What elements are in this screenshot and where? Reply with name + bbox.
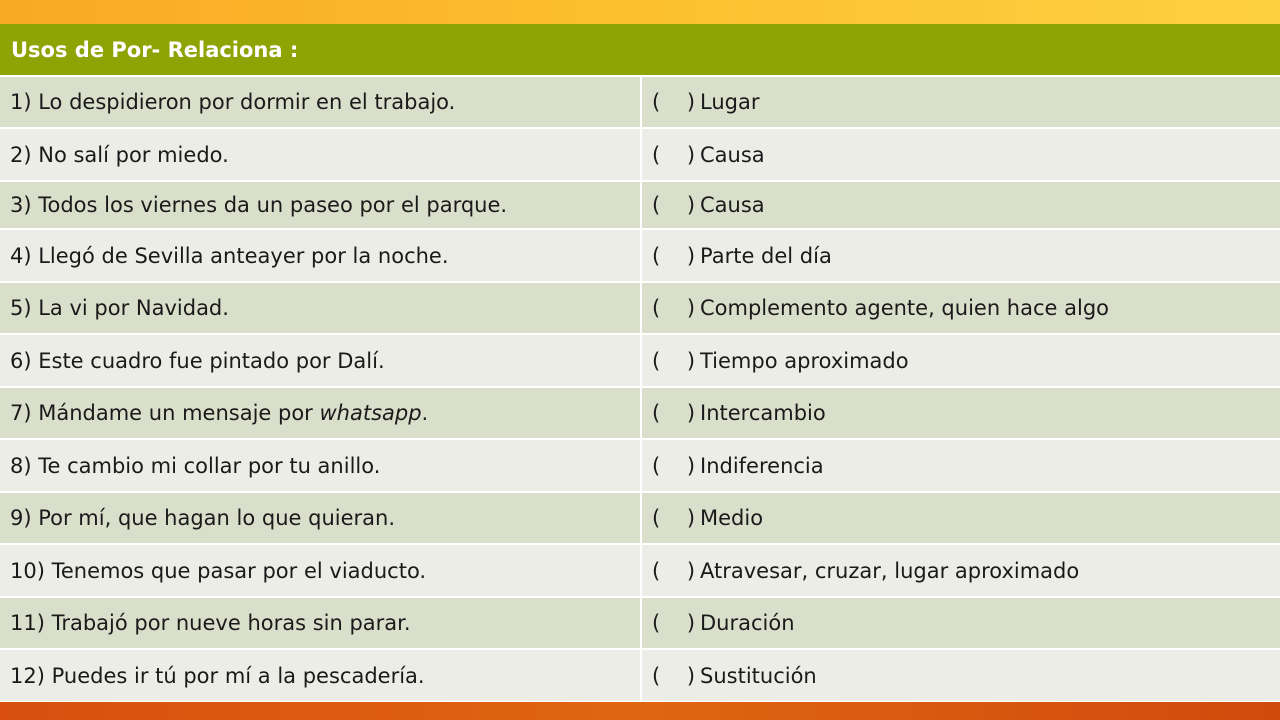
sentence-cell: 4) Llegó de Sevilla anteayer por la noche.: [0, 229, 641, 282]
top-decorative-band: [0, 0, 1280, 24]
table-row: [0, 229, 1280, 282]
bottom-decorative-band: [0, 702, 1280, 720]
table-row: [0, 544, 1280, 597]
table-row: [0, 649, 1280, 702]
table-row: [0, 181, 1280, 229]
sentence-italic-word: whatsapp: [319, 401, 422, 425]
option-label: Parte del día: [700, 243, 832, 268]
sentence-cell: 11) Trabajó por nueve horas sin parar.: [0, 597, 641, 649]
sentence-cell: 9) Por mí, que hagan lo que quieran.: [0, 492, 641, 544]
option-cell: [641, 128, 1280, 181]
option-label: Tiempo aproximado: [700, 348, 909, 373]
answer-blank[interactable]: ( ): [652, 90, 696, 114]
table-row: [0, 597, 1280, 649]
table-row: [0, 76, 1280, 128]
answer-blank[interactable]: ( ): [652, 296, 696, 320]
option-label: Indiferencia: [700, 453, 824, 478]
option-label: Causa: [700, 193, 765, 217]
sentence-cell: 3) Todos los viernes da un paseo por el parque.: [0, 181, 641, 229]
option-label: Complemento agente, quien hace algo: [700, 296, 1110, 320]
sentence-cell: [0, 387, 641, 439]
option-cell: [641, 439, 1280, 492]
option-label: Sustitución: [700, 663, 817, 688]
sentence-text-end: .: [421, 401, 429, 425]
option-label: Causa: [700, 142, 765, 167]
table-header-row: [0, 24, 1280, 76]
option-cell: [641, 492, 1280, 544]
sentence-cell: 12) Puedes ir tú por mí a la pescadería.: [0, 649, 641, 702]
answer-blank[interactable]: ( ): [652, 348, 696, 373]
table-row: [0, 334, 1280, 387]
option-label: Lugar: [700, 90, 760, 114]
answer-blank[interactable]: ( ): [652, 142, 696, 167]
sentence-cell: 5) La vi por Navidad.: [0, 282, 641, 334]
answer-blank[interactable]: ( ): [652, 611, 696, 635]
table-row: [0, 492, 1280, 544]
option-label: Medio: [700, 506, 764, 530]
table-row: [0, 282, 1280, 334]
option-cell: [641, 334, 1280, 387]
table-title: Usos de Por- Relaciona :: [11, 37, 299, 62]
table-row: [0, 439, 1280, 492]
sentence-text: 7) Mándame un mensaje por: [10, 401, 320, 425]
sentence-cell: 6) Este cuadro fue pintado por Dalí.: [0, 334, 641, 387]
matching-table: [0, 24, 1280, 703]
option-label: Duración: [700, 611, 795, 635]
answer-blank[interactable]: ( ): [652, 193, 696, 217]
option-cell: [641, 387, 1280, 439]
answer-blank[interactable]: ( ): [652, 401, 696, 425]
answer-blank[interactable]: ( ): [652, 506, 696, 530]
sentence-cell: 8) Te cambio mi collar por tu anillo.: [0, 439, 641, 492]
option-cell: [641, 282, 1280, 334]
option-cell: [641, 597, 1280, 649]
table-row: [0, 387, 1280, 439]
option-cell: [641, 76, 1280, 128]
option-cell: [641, 181, 1280, 229]
answer-blank[interactable]: ( ): [652, 558, 696, 583]
option-cell: [641, 649, 1280, 702]
answer-blank[interactable]: ( ): [652, 663, 696, 688]
option-cell: [641, 544, 1280, 597]
sentence-cell: 1) Lo despidieron por dormir en el trabajo.: [0, 76, 641, 128]
sentence-cell: 2) No salí por miedo.: [0, 128, 641, 181]
table-row: [0, 128, 1280, 181]
answer-blank[interactable]: ( ): [652, 453, 696, 478]
option-label: Intercambio: [700, 401, 826, 425]
option-cell: [641, 229, 1280, 282]
answer-blank[interactable]: ( ): [652, 243, 696, 268]
sentence-cell: 10) Tenemos que pasar por el viaducto.: [0, 544, 641, 597]
option-label: Atravesar, cruzar, lugar aproximado: [700, 558, 1080, 583]
